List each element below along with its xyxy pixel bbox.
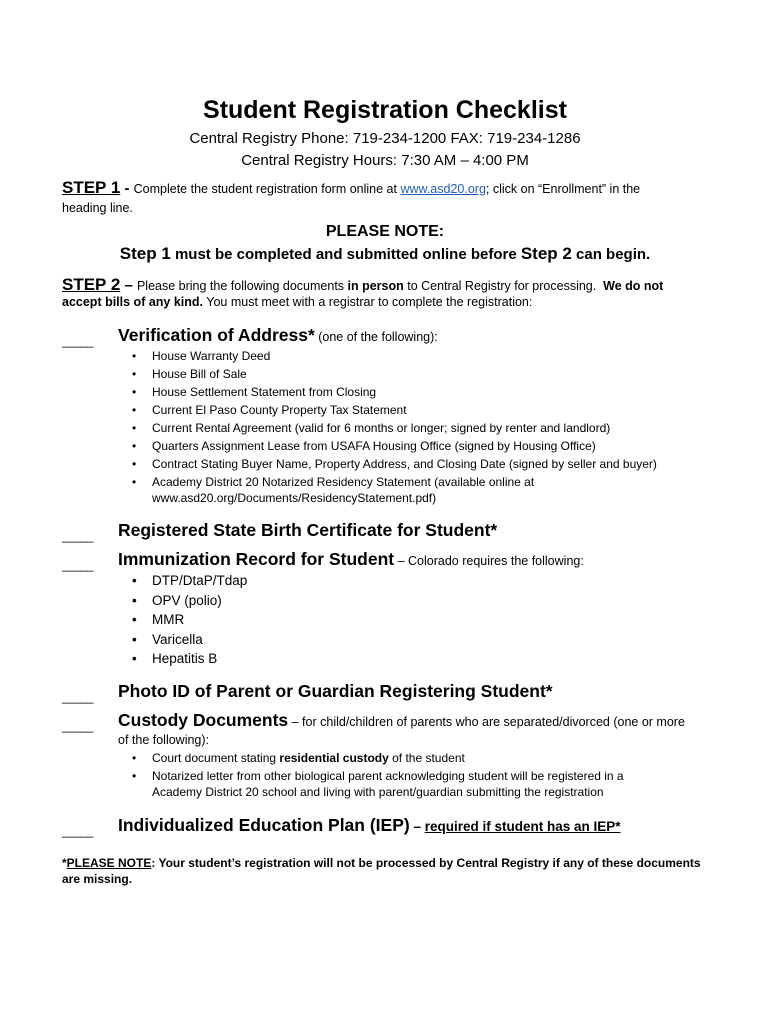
step2-text-2: to Central Registry for processing. — [403, 279, 604, 293]
list-item: • House Settlement Statement from Closing — [132, 383, 657, 401]
step2-text-3: You must meet with a registrar to complete the registration: — [203, 295, 533, 309]
step2-dash: – — [120, 277, 137, 294]
photo-id-checkbox-blank[interactable]: _____ — [62, 690, 93, 704]
no-bills-text-2: accept bills of any kind. — [62, 295, 204, 309]
iep-checkbox-blank[interactable]: _____ — [62, 824, 93, 838]
step2-text: Please bring the following documents — [136, 279, 348, 293]
immunization-list — [132, 571, 247, 669]
birth-certificate-heading: Registered State Birth Certificate for Student* — [118, 520, 498, 540]
list-item: • MMR — [132, 610, 247, 630]
list-item: • Quarters Assignment Lease from USAFA Housing Office (signed by Housing Office) — [132, 437, 657, 455]
list-item: • Hepatitis B — [132, 649, 247, 669]
step2-ref: Step 2 — [520, 244, 572, 263]
custody-heading-note: – for child/children of parents who are separated/divorced (one or more — [288, 715, 685, 729]
step1-line — [62, 178, 640, 198]
footer-text: : Your student’s registration will not be processed by Central Registry if any of these documents are missing. — [62, 856, 701, 886]
footer-label: PLEASE NOTE — [66, 856, 152, 870]
step1-text: Complete the student registration form online at — [133, 182, 401, 196]
step1-dash: - — [120, 180, 134, 197]
list-item: • Current Rental Agreement (valid for 6 months or longer; signed by renter and landlord) — [132, 419, 657, 437]
residential-custody-text: residential custody — [279, 751, 389, 765]
custody-heading — [118, 710, 685, 731]
list-item: • Contract Stating Buyer Name, Property Address, and Closing Date (signed by seller and buyer) — [132, 455, 657, 473]
custody-item-text: Court document stating — [152, 751, 280, 765]
step1-text-line2: heading line. — [62, 201, 133, 215]
list-item — [132, 749, 624, 767]
step1-ref: Step 1 — [119, 244, 171, 263]
photo-id-heading: Photo ID of Parent or Guardian Registering Student* — [118, 681, 553, 701]
custody-document-list — [132, 749, 624, 785]
birth-checkbox-blank[interactable]: _____ — [62, 529, 93, 543]
immunization-heading-note: – Colorado requires the following: — [394, 554, 584, 568]
list-item: • DTP/DtaP/Tdap — [132, 571, 247, 591]
iep-required-note: required if student has an IEP* — [424, 819, 621, 834]
list-item: • Notarized letter from other biological parent acknowledging student will be registered in a — [132, 767, 624, 785]
immunization-checkbox-blank[interactable]: _____ — [62, 558, 93, 572]
address-heading-note: (one of the following): — [314, 330, 438, 344]
list-item: • Academy District 20 Notarized Residency Statement (available online at — [132, 473, 657, 491]
address-heading-text: Verification of Address* — [118, 325, 315, 345]
address-document-list — [132, 347, 657, 491]
custody-heading-note-line2: of the following): — [118, 733, 210, 747]
asd20-link[interactable]: www.asd20.org — [400, 182, 486, 196]
list-item: • House Warranty Deed — [132, 347, 657, 365]
iep-heading-text: Individualized Education Plan (IEP) — [118, 815, 410, 835]
list-item: • OPV (polio) — [132, 591, 247, 611]
no-bills-text: We do not — [603, 279, 664, 293]
immunization-heading-text: Immunization Record for Student — [118, 549, 395, 569]
step2-label: STEP 2 — [62, 275, 121, 294]
residency-statement-url: www.asd20.org/Documents/ResidencyStatement.pdf) — [152, 491, 437, 505]
in-person-text: in person — [347, 279, 404, 293]
footer-note — [62, 855, 702, 887]
custody-checkbox-blank[interactable]: _____ — [62, 719, 93, 733]
custody-item-line2: Academy District 20 school and living with parent/guardian submitting the registration — [152, 785, 604, 799]
please-note-text-end: can begin. — [571, 246, 651, 263]
list-item: • Current El Paso County Property Tax Statement — [132, 401, 657, 419]
step1-text-after: ; click on “Enrollment” in the — [485, 182, 641, 196]
address-heading — [118, 325, 438, 346]
step2-line — [62, 275, 663, 295]
please-note-text: must be completed and submitted online before — [170, 246, 521, 263]
step1-label: STEP 1 — [62, 178, 121, 197]
list-item: • House Bill of Sale — [132, 365, 657, 383]
custody-item-text-end: of the student — [388, 751, 465, 765]
iep-heading — [118, 815, 621, 836]
please-note-line — [0, 244, 770, 264]
footer-star: * — [62, 856, 67, 870]
page-title: Student Registration Checklist — [203, 96, 567, 124]
registry-phone-line: Central Registry Phone: 719-234-1200 FAX: 719-234-1286 — [189, 130, 581, 147]
address-checkbox-blank[interactable]: _____ — [62, 334, 93, 348]
immunization-heading — [118, 549, 584, 570]
iep-dash: – — [409, 819, 425, 834]
custody-heading-text: Custody Documents — [118, 710, 289, 730]
step2-line2 — [62, 295, 532, 309]
please-note-title: PLEASE NOTE: — [325, 223, 445, 240]
registry-hours-line: Central Registry Hours: 7:30 AM – 4:00 PM — [241, 152, 529, 169]
list-item: • Varicella — [132, 630, 247, 650]
